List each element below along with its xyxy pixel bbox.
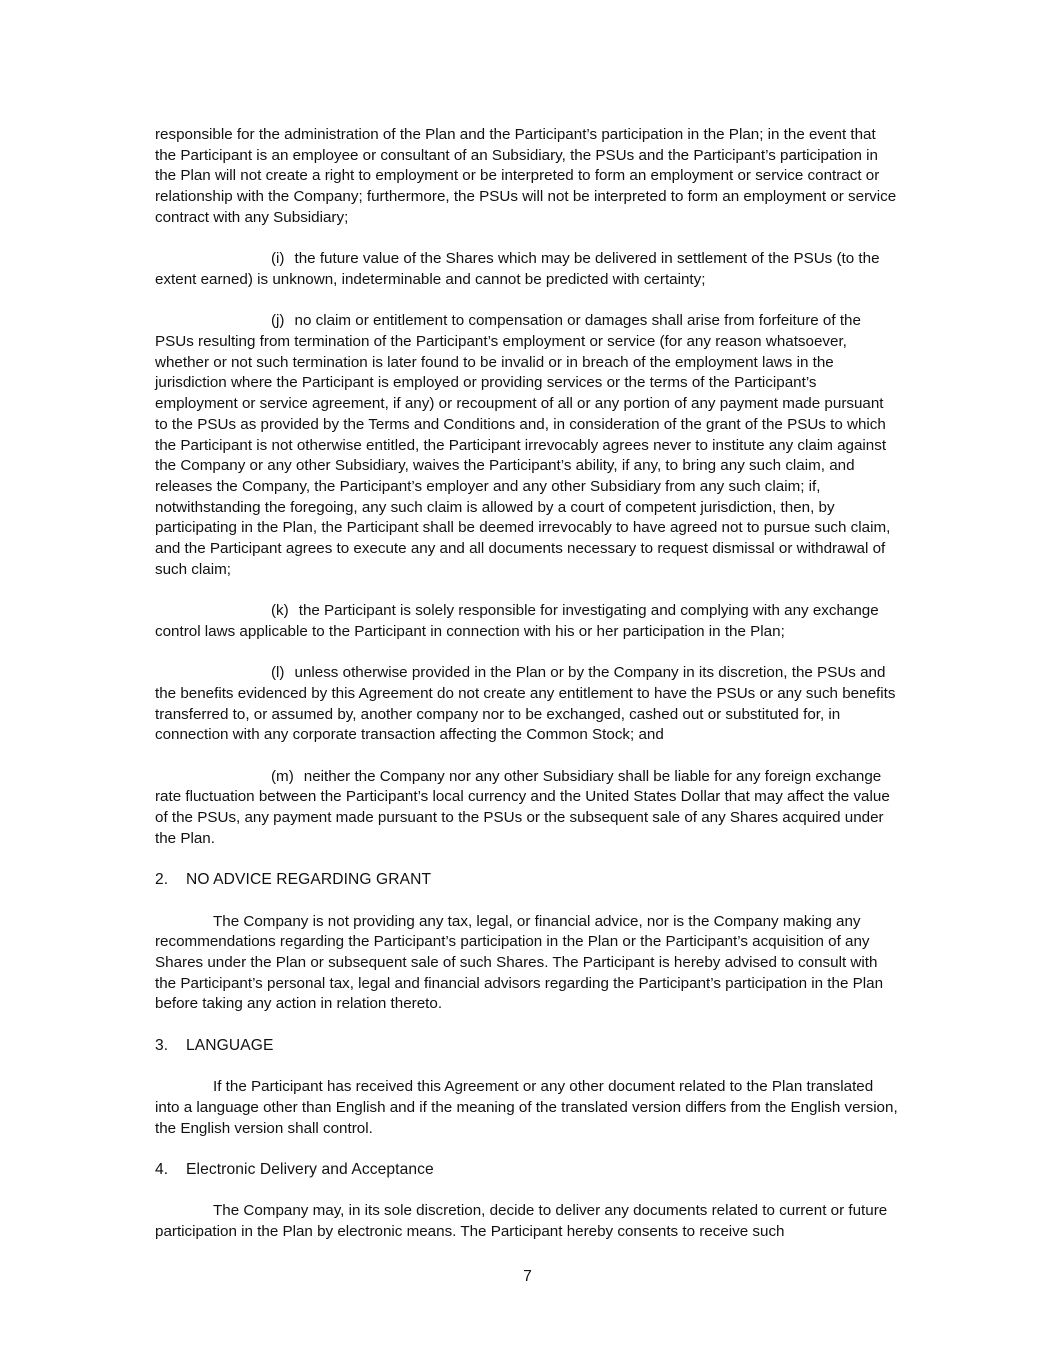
clause-text: unless otherwise provided in the Plan or by the Company in its discretion, the PSUs and the benefits evidenced by this Agreement do not create any entitlement to have the PSUs or any such benefits transferred to, or assumed by, another company nor to be exchanged, cashed out or substituted for, in connection with any corporate transaction affecting the Common Stock; and	[155, 664, 896, 744]
section-number: 2.	[155, 871, 169, 889]
clause-item-j	[155, 311, 900, 580]
document-body	[155, 125, 900, 1263]
clause-item-m	[155, 767, 900, 850]
section-body-4: The Company may, in its sole discretion, decide to deliver any documents related to current or future participation in the Plan by electronic means. The Participant hereby consents to receive such	[155, 1202, 888, 1241]
clause-label: (i)	[271, 250, 285, 268]
section-number: 3.	[155, 1036, 169, 1054]
section-title: Electronic Delivery and Acceptance	[186, 1161, 434, 1178]
clause-label: (m)	[271, 767, 294, 785]
section-title: NO ADVICE REGARDING GRANT	[186, 871, 432, 889]
page-number: 7	[523, 1268, 532, 1285]
clause-item-l	[155, 663, 900, 746]
clause-text: neither the Company nor any other Subsidiary shall be liable for any foreign exchange rate fluctuation between the Participant’s local currency and the United States Dollar that may affect the value of the PSUs, any payment made pursuant to the PSUs or the subsequent sale of any Shares acquired under the Plan.	[155, 767, 890, 847]
continuation-paragraph: responsible for the administration of the Plan and the Participant’s participation in the Plan; in the event that the Participant is an employee or consultant of an Subsidiary, the PSUs and the Participant’s participation in the Plan will not create a right to employment or be interpreted to form an employment or service contract or relationship with the Company; furthermore, the PSUs will not be interpreted to form an employment or service contract with any Subsidiary;	[155, 126, 897, 226]
clause-label: (l)	[271, 664, 285, 682]
clause-label: (k)	[271, 602, 289, 620]
section-heading-2	[155, 870, 900, 891]
section-number: 4.	[155, 1161, 169, 1178]
clause-item-k	[155, 601, 900, 642]
section-title: LANGUAGE	[186, 1036, 274, 1054]
clause-text: the future value of the Shares which may be delivered in settlement of the PSUs (to the extent earned) is unknown, indeterminable and cannot be predicted with certainty;	[155, 250, 880, 288]
section-heading-3	[155, 1036, 900, 1057]
section-heading-4	[155, 1160, 900, 1181]
clause-label: (j)	[271, 312, 285, 330]
section-body-2: The Company is not providing any tax, legal, or financial advice, nor is the Company making any recommendations regarding the Participant’s participation in the Plan or the Participant’s acquisition of any Shares under the Plan or subsequent sale of such Shares. The Participant is hereby advised to consult with the Participant’s personal tax, legal and financial advisors regarding the Participant’s participation in the Plan before taking any action in relation thereto.	[155, 912, 884, 1013]
clause-text: no claim or entitlement to compensation or damages shall arise from forfeiture of the PSUs resulting from termination of the Participant’s employment or service (for any reason whatsoever, whether or not such termination is later found to be invalid or in breach of the employment laws in the jurisdiction where the Participant is employed or providing services or the terms of the Participant’s employment or service agreement, if any) or recoupment of all or any portion of any payment made pursuant to the PSUs as provided by the Terms and Conditions and, in consideration of the grant of the PSUs to which the Participant is not otherwise entitled, the Participant irrevocably agrees never to institute any claim against the Company or any other Subsidiary, waives the Participant’s ability, if any, to bring any such claim, and releases the Company, the Participant’s employer and any other Subsidiary from any such claim; if, notwithstanding the foregoing, any such claim is allowed by a court of competent jurisdiction, then, by participating in the Plan, the Participant shall be deemed irrevocably to have agreed not to pursue such claim, and the Participant agrees to execute any and all documents necessary to request dismissal or withdrawal of such claim;	[155, 312, 891, 578]
clause-text: the Participant is solely responsible for investigating and complying with any exchange control laws applicable to the Participant in connection with his or her participation in the Plan;	[155, 602, 879, 640]
clause-item-i	[155, 249, 900, 290]
section-body-3: If the Participant has received this Agreement or any other document related to the Plan translated into a language other than English and if the meaning of the translated version differs from the English version, the English version shall control.	[155, 1078, 898, 1137]
